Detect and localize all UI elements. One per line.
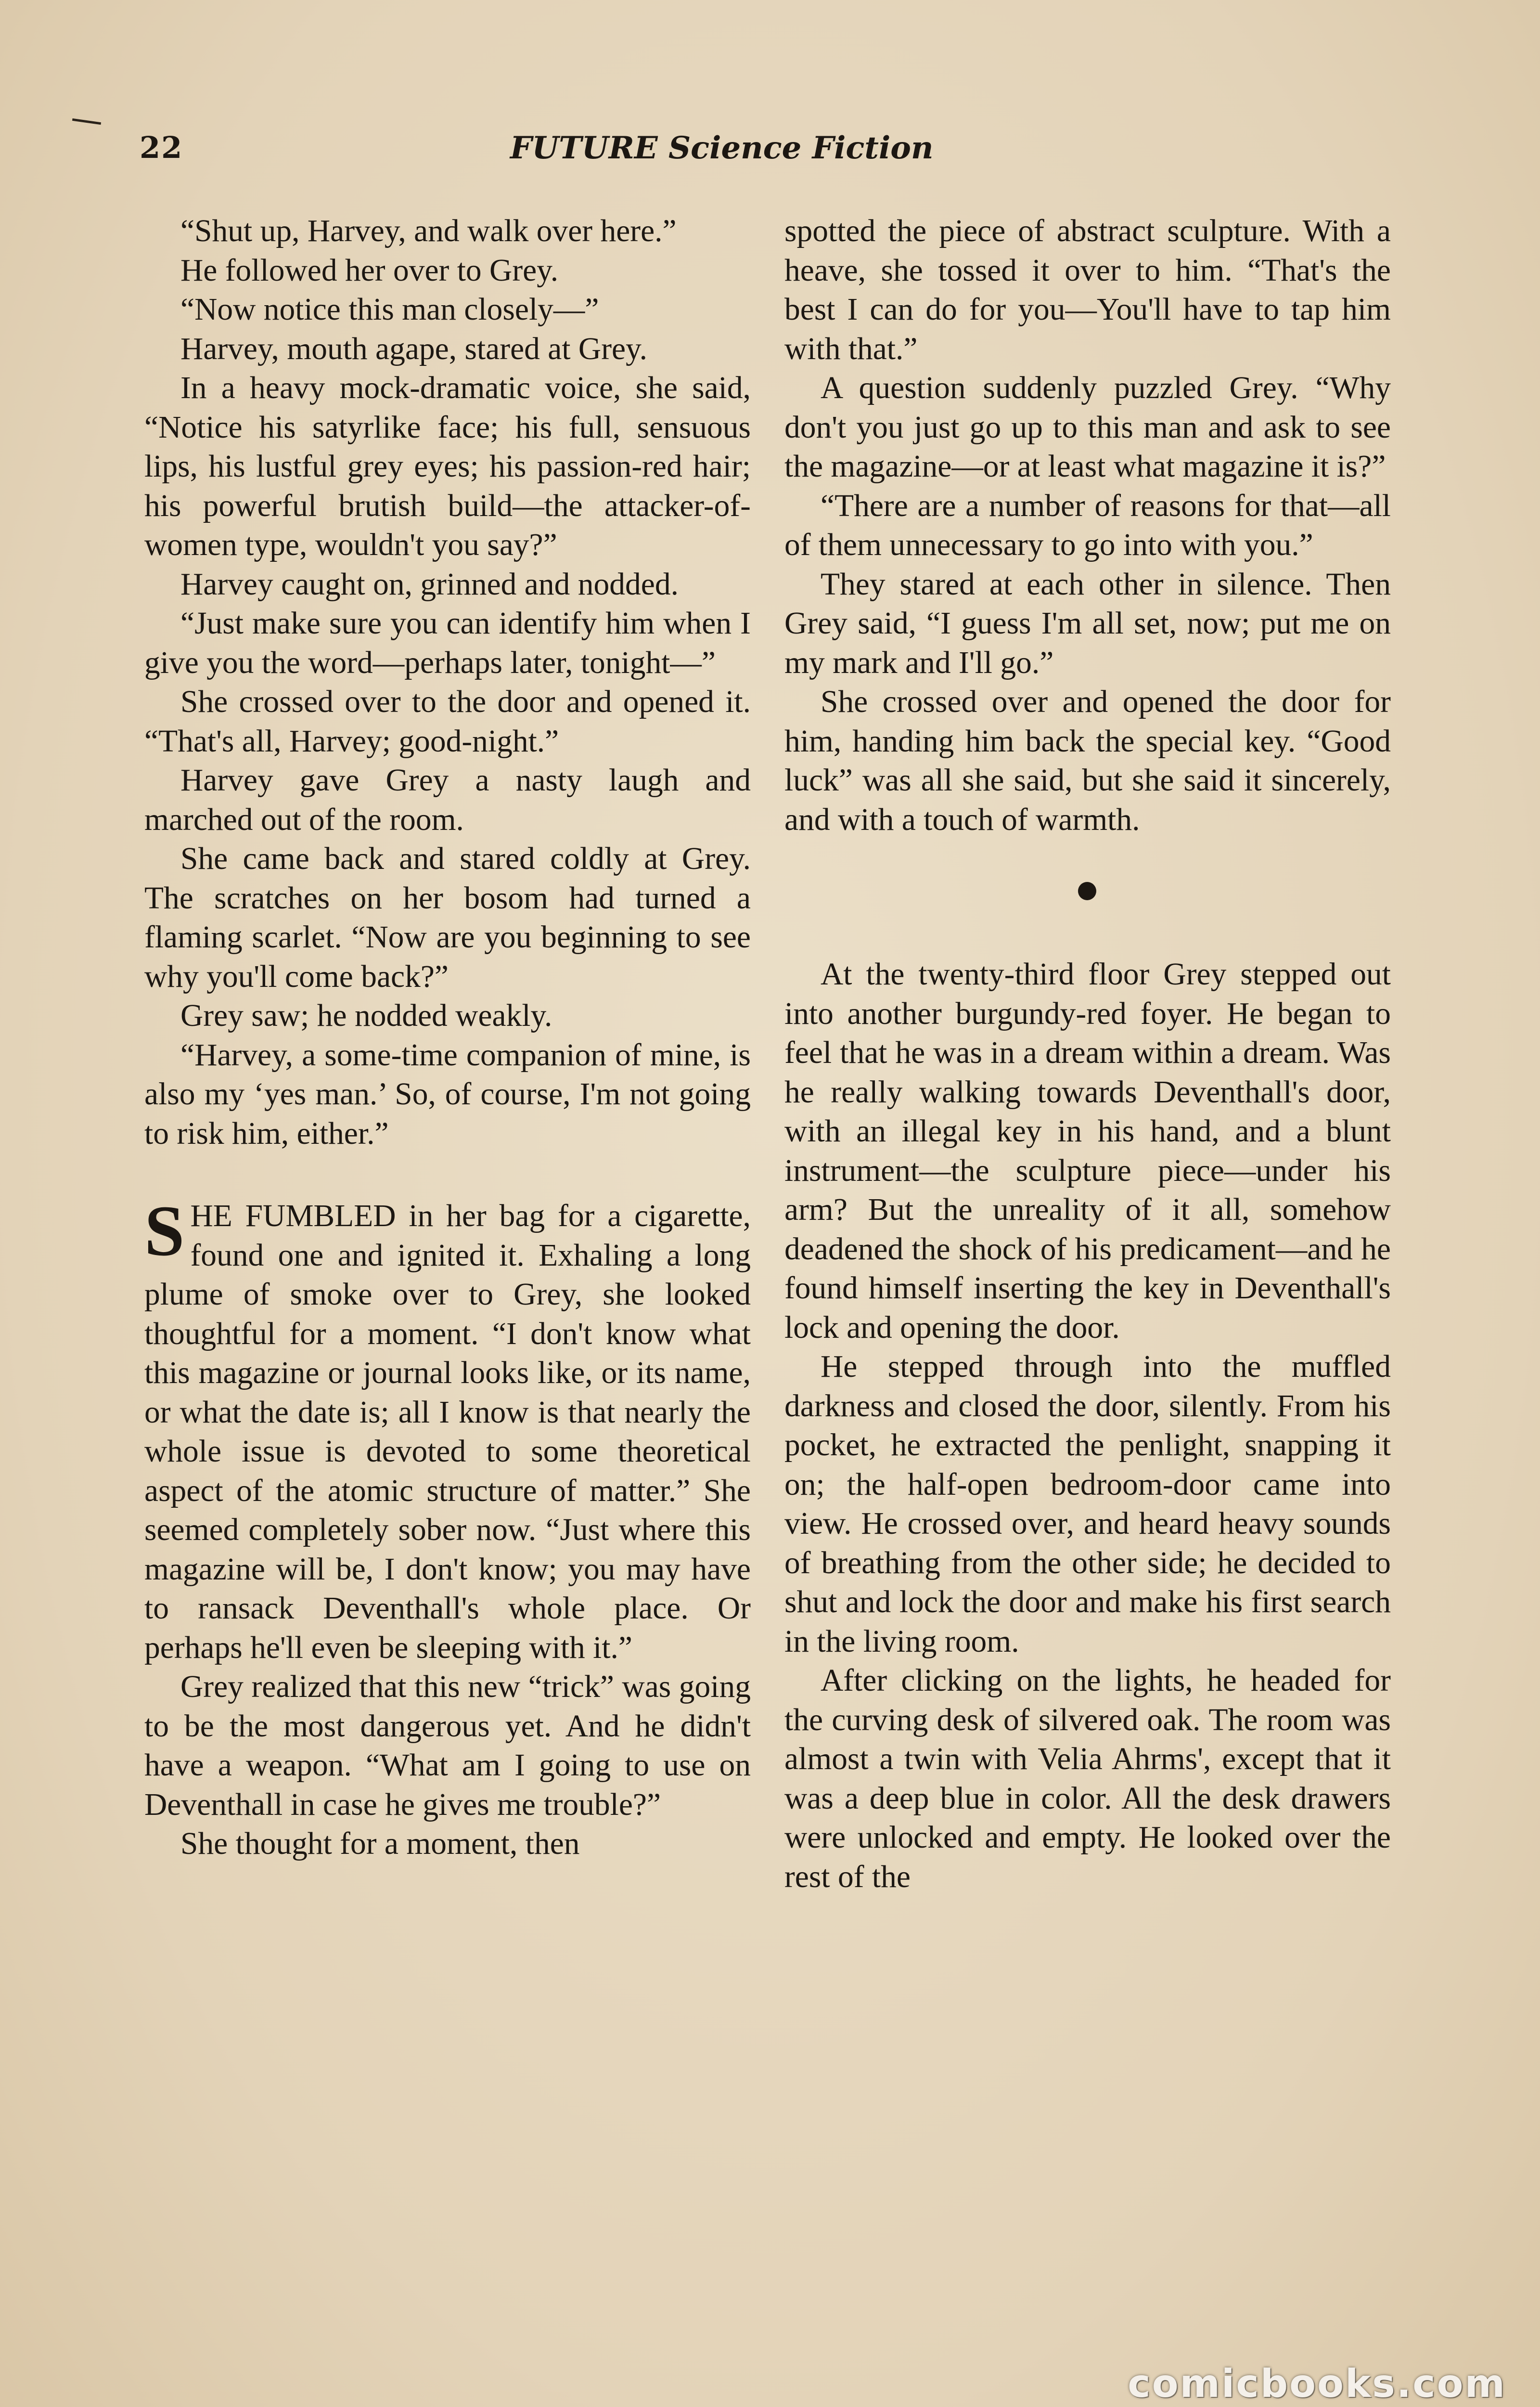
- paragraph: He stepped through into the muffled darkness and closed the door, silently. From his pocket, he extracted the penlight, snapping it on; the half-open bedroom-door came into view. He crossed over, and heard heavy sounds of breathing from the other side; he decided to shut and lock the door and make his first search in the living room.: [784, 1349, 1391, 1659]
- running-head: FUTURE Science Fiction: [510, 130, 934, 166]
- paragraph: Grey saw; he nodded weakly.: [180, 998, 552, 1033]
- ink-mark: [72, 118, 101, 125]
- paragraph: She came back and stared coldly at Grey. The scratches on her bosom had turned a flaming scarlet. “Now are you beginning to see why you'll come back?”: [144, 841, 751, 994]
- paragraph: A question suddenly puzzled Grey. “Why don't you just go up to this man and ask to see the magazine—or at least what magazine it is?”: [784, 371, 1391, 484]
- paragraph: “Harvey, a some-time companion of mine, is also my ‘yes man.’ So, of course, I'm not going to risk him, either.”: [144, 1037, 751, 1151]
- watermark-logo: comicbooks.com: [1128, 2361, 1506, 2406]
- paragraph: Harvey, mouth agape, stared at Grey.: [180, 331, 647, 366]
- paragraph: “There are a number of reasons for that—all of them unnecessary to go into with you.”: [784, 488, 1391, 562]
- paragraph: She thought for a moment, then: [180, 1826, 580, 1861]
- paragraph: “Now notice this man closely—”: [180, 292, 599, 327]
- section-gap: [144, 1153, 751, 1197]
- dropcap-paragraph: [144, 1191, 751, 1668]
- page-header: [140, 130, 1405, 173]
- paragraph: They stared at each other in silence. Then Grey said, “I guess I'm all set, now; put me on my mark and I'll go.”: [784, 567, 1391, 680]
- paragraph: She crossed over and opened the door for him, handing him back the special key. “Good luck” was all she said, but she said it sincerely, and with a touch of warmth.: [784, 685, 1391, 837]
- section-break-dot: [1078, 882, 1096, 900]
- paragraph: After clicking on the lights, he headed for the curving desk of silvered oak. The room was almost a twin with Velia Ahrms', except that it was a deep blue in color. All the desk drawers were unlocked and empty. He looked over the rest of the: [784, 1663, 1391, 1894]
- paragraph: In a heavy mock-dramatic voice, she said, “Notice his satyrlike face; his full, sensuous lips, his lustful grey eyes; his passion-red hair; his powerful brutish build—the attacker-of-women type, wouldn't you say?”: [144, 371, 751, 562]
- paragraph: “Shut up, Harvey, and walk over here.”: [180, 214, 677, 248]
- paragraph: spotted the piece of abstract sculpture. With a heave, she tossed it over to him. “That's the best I can do for you—You'll have to tap him with that.”: [784, 214, 1391, 366]
- page-number: 22: [140, 130, 183, 165]
- paragraph: Harvey gave Grey a nasty laugh and marched out of the room.: [144, 763, 751, 837]
- paragraph: She crossed over to the door and opened it. “That's all, Harvey; good-night.”: [144, 685, 751, 759]
- left-column: [144, 212, 751, 2340]
- drop-cap: S: [144, 1191, 185, 1271]
- paragraph-text: HE FUMBLED in her bag for a cigarette, found one and ignited it. Exhaling a long plume of smoke over to Grey, she looked thoughtful for a moment. “I don't know what this magazine or journal looks like, or its name, or what the date is; all I know is that nearly the whole issue is devoted to some theoretical aspect of the atomic structure of matter.” She seemed completely sober now. “Just where this magazine will be, I don't know; you may have to ransack Deventhall's whole place. Or perhaps he'll even be sleeping with it.”: [144, 1199, 751, 1665]
- paragraph: Grey realized that this new “trick” was going to be the most dangerous yet. And he didn't have a weapon. “What am I going to use on Deventhall in case he gives me trouble?”: [144, 1669, 751, 1822]
- paragraph: Harvey caught on, grinned and nodded.: [180, 567, 679, 602]
- right-column: [784, 212, 1391, 2340]
- paragraph: He followed her over to Grey.: [180, 253, 559, 288]
- section-break: [784, 840, 1391, 955]
- paragraph: “Just make sure you can identify him when I give you the word—perhaps later, tonight—”: [144, 606, 751, 680]
- paragraph: At the twenty-third floor Grey stepped out into another burgundy-red foyer. He began to feel that he was in a dream within a dream. Was he really walking towards Deventhall's door, with an illegal key in his hand, and a blunt instrument—the sculpture piece—under his arm? But the unreality of it all, somehow deadened the shock of his predicament—and he found himself inserting the key in Deventhall's lock and opening the door.: [784, 957, 1391, 1345]
